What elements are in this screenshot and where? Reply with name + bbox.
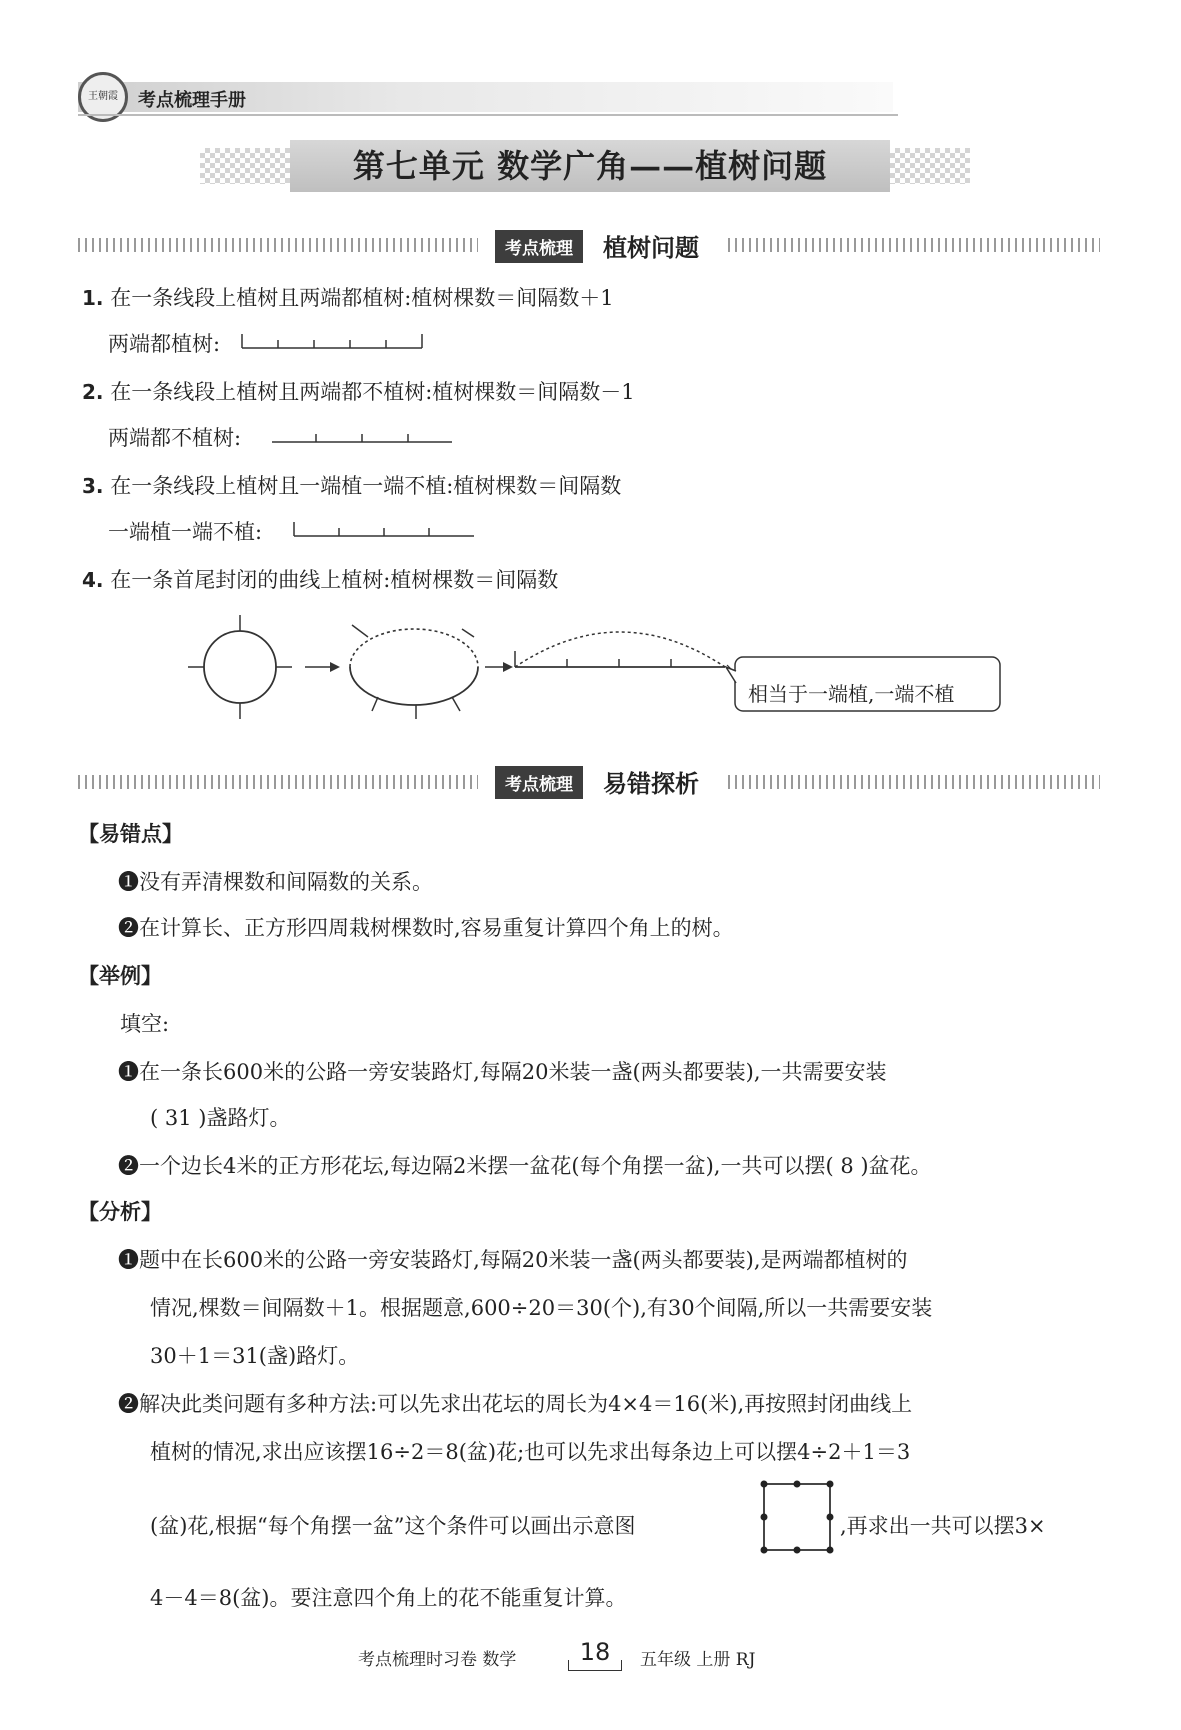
diagram-one-end <box>292 518 482 538</box>
analysis-1-line3: 30＋1＝31(盏)路灯。 <box>150 1344 360 1368</box>
handbook-title: 考点梳理手册 <box>138 90 246 111</box>
error-1: ❶没有弄清棵数和间隔数的关系。 <box>118 870 433 894</box>
analysis-1-line1: ❶题中在长600米的公路一旁安装路灯,每隔20米装一盏(两头都要装),是两端都植树的 <box>118 1248 908 1272</box>
example-label: 【举例】 <box>78 964 162 988</box>
rule-2-diagram-label: 两端都不植树: <box>108 426 242 450</box>
rule-1: 1. 在一条线段上植树且两端都植树:植树棵数＝间隔数＋1 <box>82 286 614 310</box>
section1-dash-left <box>78 238 478 252</box>
square-bed-diagram <box>760 1480 838 1558</box>
analysis-label: 【分析】 <box>78 1200 162 1224</box>
analysis-2-line2: 植树的情况,求出应该摆16÷2＝8(盆)花;也可以先求出每条边上可以摆4÷2＋1＝3 <box>150 1440 911 1464</box>
decor-checker-right <box>880 148 970 184</box>
section2-tag: 考点梳理 <box>495 766 583 799</box>
rule-4: 4. 在一条首尾封闭的曲线上植树:植树棵数＝间隔数 <box>82 568 559 592</box>
decor-checker-left <box>200 148 290 184</box>
section2-dash-right <box>728 775 1100 789</box>
rule-3: 3. 在一条线段上植树且一端植一端不植:植树棵数＝间隔数 <box>82 474 622 498</box>
unit-title: 第七单元 数学广角——植树问题 <box>352 147 828 185</box>
callout-text: 相当于一端植,一端不植 <box>748 682 955 706</box>
analysis-1-line2: 情况,棵数＝间隔数＋1。根据题意,600÷20＝30(个),有30个间隔,所以一共需要安装 <box>150 1296 933 1320</box>
page-number: 18 <box>579 1638 611 1666</box>
section1-dash-right <box>728 238 1100 252</box>
example-1-line1: ❶在一条长600米的公路一旁安装路灯,每隔20米装一盏(两头都要装),一共需要安装 <box>118 1060 887 1084</box>
error-points-label: 【易错点】 <box>78 822 183 846</box>
section2-dash-left <box>78 775 478 789</box>
analysis-2-line3a: (盆)花,根据“每个角摆一盆”这个条件可以画出示意图 <box>150 1514 636 1538</box>
analysis-2-line4: 4－4＝8(盆)。要注意四个角上的花不能重复计算。 <box>150 1586 627 1610</box>
section1-tag: 考点梳理 <box>495 230 583 263</box>
diagram-both-ends <box>240 330 430 350</box>
error-2: ❷在计算长、正方形四周栽树棵数时,容易重复计算四个角上的树。 <box>118 916 734 940</box>
rule-3-diagram-label: 一端植一端不植: <box>108 520 263 544</box>
example-intro: 填空: <box>120 1012 170 1036</box>
analysis-2-line1: ❷解决此类问题有多种方法:可以先求出花坛的周长为4×4＝16(米),再按照封闭曲线上 <box>118 1392 913 1416</box>
header-divider <box>78 114 898 116</box>
analysis-2-line3b: ,再求出一共可以摆3× <box>840 1514 1046 1538</box>
rule-2: 2. 在一条线段上植树且两端都不植树:植树棵数＝间隔数－1 <box>82 380 635 404</box>
closed-curve-diagram <box>180 605 1000 725</box>
example-2: ❷一个边长4米的正方形花坛,每边隔2米摆一盆花(每个角摆一盆),一共可以摆( 8 )盆花。 <box>118 1154 932 1178</box>
section1-title: 植树问题 <box>603 234 699 262</box>
publisher-logo: 王朝霞 <box>78 72 128 122</box>
diagram-no-ends <box>270 424 460 444</box>
footer-left: 考点梳理时习卷 数学 <box>358 1650 517 1670</box>
rule-1-diagram-label: 两端都植树: <box>108 332 221 356</box>
example-1-line2: ( 31 )盏路灯。 <box>150 1106 291 1130</box>
section2-title: 易错探析 <box>603 770 699 798</box>
footer-right: 五年级 上册 RJ <box>640 1650 756 1670</box>
